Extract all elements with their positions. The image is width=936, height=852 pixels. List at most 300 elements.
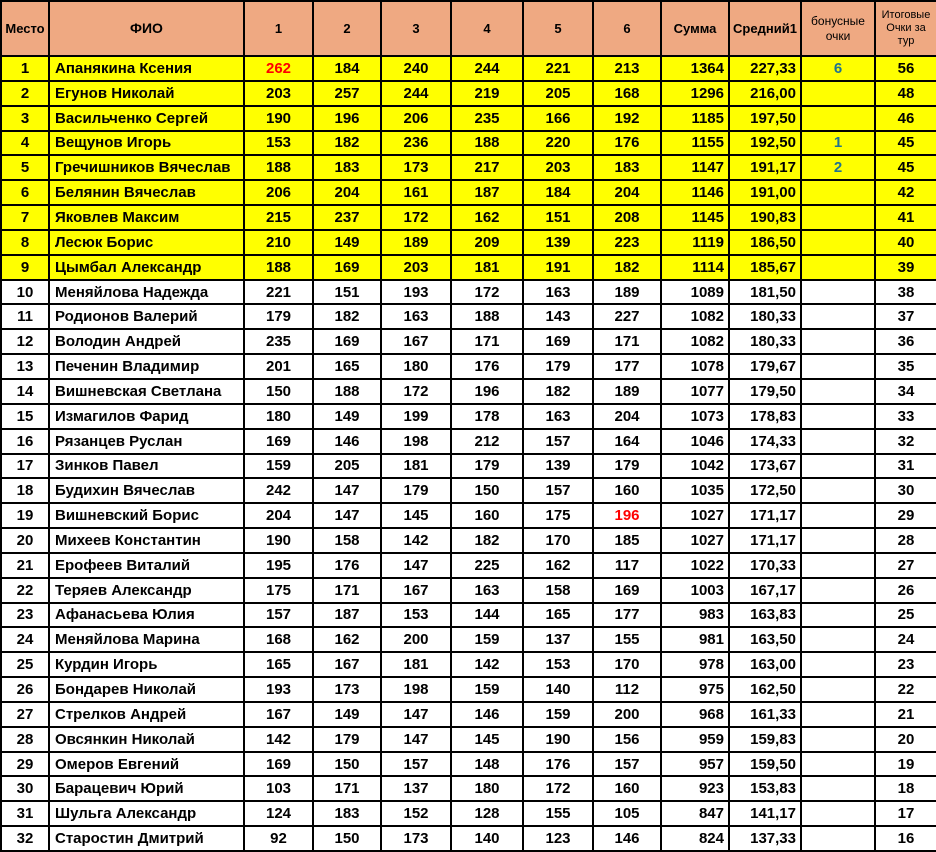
cell-score-6[interactable]: 170 <box>593 652 661 677</box>
cell-place[interactable]: 12 <box>1 329 49 354</box>
cell-average[interactable]: 191,00 <box>729 180 801 205</box>
cell-name[interactable]: Печенин Владимир <box>49 354 244 379</box>
cell-score-6[interactable]: 223 <box>593 230 661 255</box>
cell-bonus[interactable] <box>801 776 875 801</box>
cell-average[interactable]: 180,33 <box>729 304 801 329</box>
cell-score-2[interactable]: 149 <box>313 230 381 255</box>
cell-place[interactable]: 30 <box>1 776 49 801</box>
cell-score-6[interactable]: 176 <box>593 131 661 156</box>
cell-score-4[interactable]: 142 <box>451 652 523 677</box>
cell-score-5[interactable]: 191 <box>523 255 593 280</box>
cell-place[interactable]: 27 <box>1 702 49 727</box>
cell-score-5[interactable]: 165 <box>523 603 593 628</box>
cell-place[interactable]: 16 <box>1 429 49 454</box>
cell-total[interactable]: 46 <box>875 106 936 131</box>
cell-place[interactable]: 10 <box>1 280 49 305</box>
cell-total[interactable]: 26 <box>875 578 936 603</box>
cell-sum[interactable]: 1003 <box>661 578 729 603</box>
cell-average[interactable]: 162,50 <box>729 677 801 702</box>
cell-score-3[interactable]: 173 <box>381 826 451 851</box>
cell-score-5[interactable]: 163 <box>523 280 593 305</box>
cell-score-1[interactable]: 169 <box>244 429 313 454</box>
cell-bonus[interactable] <box>801 404 875 429</box>
cell-sum[interactable]: 1089 <box>661 280 729 305</box>
cell-score-1[interactable]: 193 <box>244 677 313 702</box>
cell-bonus[interactable] <box>801 503 875 528</box>
cell-sum[interactable]: 847 <box>661 801 729 826</box>
cell-score-2[interactable]: 147 <box>313 478 381 503</box>
cell-name[interactable]: Старостин Дмитрий <box>49 826 244 851</box>
cell-score-2[interactable]: 205 <box>313 454 381 479</box>
cell-score-1[interactable]: 201 <box>244 354 313 379</box>
cell-score-6[interactable]: 182 <box>593 255 661 280</box>
cell-score-3[interactable]: 172 <box>381 205 451 230</box>
cell-name[interactable]: Меняйлова Марина <box>49 627 244 652</box>
cell-total[interactable]: 22 <box>875 677 936 702</box>
cell-score-2[interactable]: 237 <box>313 205 381 230</box>
cell-score-2[interactable]: 257 <box>313 81 381 106</box>
cell-score-1[interactable]: 150 <box>244 379 313 404</box>
header-cell-average[interactable]: Средний1 <box>729 1 801 56</box>
cell-score-5[interactable]: 140 <box>523 677 593 702</box>
cell-name[interactable]: Вишневский Борис <box>49 503 244 528</box>
cell-bonus[interactable] <box>801 627 875 652</box>
cell-average[interactable]: 163,83 <box>729 603 801 628</box>
cell-sum[interactable]: 968 <box>661 702 729 727</box>
cell-place[interactable]: 8 <box>1 230 49 255</box>
cell-score-6[interactable]: 179 <box>593 454 661 479</box>
cell-bonus[interactable] <box>801 379 875 404</box>
cell-score-4[interactable]: 188 <box>451 304 523 329</box>
cell-sum[interactable]: 983 <box>661 603 729 628</box>
cell-score-2[interactable]: 165 <box>313 354 381 379</box>
cell-score-1[interactable]: 124 <box>244 801 313 826</box>
cell-score-4[interactable]: 235 <box>451 106 523 131</box>
cell-sum[interactable]: 1035 <box>661 478 729 503</box>
cell-score-3[interactable]: 167 <box>381 578 451 603</box>
cell-score-1[interactable]: 169 <box>244 752 313 777</box>
cell-place[interactable]: 21 <box>1 553 49 578</box>
cell-score-4[interactable]: 187 <box>451 180 523 205</box>
cell-place[interactable]: 24 <box>1 627 49 652</box>
cell-total[interactable]: 33 <box>875 404 936 429</box>
cell-score-1[interactable]: 262 <box>244 56 313 81</box>
cell-score-2[interactable]: 204 <box>313 180 381 205</box>
cell-score-6[interactable]: 112 <box>593 677 661 702</box>
cell-score-2[interactable]: 171 <box>313 578 381 603</box>
cell-score-3[interactable]: 181 <box>381 454 451 479</box>
cell-bonus[interactable] <box>801 106 875 131</box>
cell-score-1[interactable]: 188 <box>244 155 313 180</box>
cell-score-5[interactable]: 123 <box>523 826 593 851</box>
cell-place[interactable]: 29 <box>1 752 49 777</box>
cell-total[interactable]: 29 <box>875 503 936 528</box>
cell-bonus[interactable]: 6 <box>801 56 875 81</box>
cell-score-2[interactable]: 188 <box>313 379 381 404</box>
cell-score-2[interactable]: 146 <box>313 429 381 454</box>
cell-place[interactable]: 31 <box>1 801 49 826</box>
cell-bonus[interactable] <box>801 727 875 752</box>
cell-score-5[interactable]: 158 <box>523 578 593 603</box>
cell-name[interactable]: Вещунов Игорь <box>49 131 244 156</box>
cell-total[interactable]: 28 <box>875 528 936 553</box>
cell-bonus[interactable] <box>801 528 875 553</box>
header-cell-name[interactable]: ФИО <box>49 1 244 56</box>
cell-score-6[interactable]: 196 <box>593 503 661 528</box>
cell-score-5[interactable]: 203 <box>523 155 593 180</box>
cell-score-6[interactable]: 200 <box>593 702 661 727</box>
cell-score-1[interactable]: 180 <box>244 404 313 429</box>
cell-sum[interactable]: 1046 <box>661 429 729 454</box>
header-cell-sum[interactable]: Сумма <box>661 1 729 56</box>
cell-average[interactable]: 163,50 <box>729 627 801 652</box>
cell-score-6[interactable]: 168 <box>593 81 661 106</box>
cell-average[interactable]: 227,33 <box>729 56 801 81</box>
cell-score-2[interactable]: 173 <box>313 677 381 702</box>
cell-score-3[interactable]: 193 <box>381 280 451 305</box>
header-cell-round-1[interactable]: 1 <box>244 1 313 56</box>
cell-score-4[interactable]: 219 <box>451 81 523 106</box>
cell-place[interactable]: 2 <box>1 81 49 106</box>
cell-score-5[interactable]: 169 <box>523 329 593 354</box>
cell-total[interactable]: 21 <box>875 702 936 727</box>
cell-bonus[interactable] <box>801 81 875 106</box>
cell-score-2[interactable]: 182 <box>313 304 381 329</box>
cell-score-3[interactable]: 200 <box>381 627 451 652</box>
cell-score-1[interactable]: 190 <box>244 106 313 131</box>
cell-score-6[interactable]: 177 <box>593 354 661 379</box>
cell-score-2[interactable]: 183 <box>313 801 381 826</box>
cell-score-1[interactable]: 203 <box>244 81 313 106</box>
header-cell-bonus[interactable]: бонусные очки <box>801 1 875 56</box>
cell-total[interactable]: 24 <box>875 627 936 652</box>
cell-score-2[interactable]: 151 <box>313 280 381 305</box>
cell-name[interactable]: Яковлев Максим <box>49 205 244 230</box>
cell-score-1[interactable]: 165 <box>244 652 313 677</box>
cell-score-4[interactable]: 179 <box>451 454 523 479</box>
cell-bonus[interactable] <box>801 826 875 851</box>
cell-score-4[interactable]: 180 <box>451 776 523 801</box>
cell-score-6[interactable]: 164 <box>593 429 661 454</box>
cell-total[interactable]: 25 <box>875 603 936 628</box>
cell-sum[interactable]: 1082 <box>661 329 729 354</box>
cell-score-4[interactable]: 144 <box>451 603 523 628</box>
cell-sum[interactable]: 1042 <box>661 454 729 479</box>
cell-average[interactable]: 179,50 <box>729 379 801 404</box>
cell-score-6[interactable]: 185 <box>593 528 661 553</box>
cell-name[interactable]: Курдин Игорь <box>49 652 244 677</box>
cell-total[interactable]: 48 <box>875 81 936 106</box>
cell-total[interactable]: 42 <box>875 180 936 205</box>
cell-average[interactable]: 192,50 <box>729 131 801 156</box>
cell-average[interactable]: 171,17 <box>729 528 801 553</box>
cell-score-2[interactable]: 149 <box>313 702 381 727</box>
cell-score-2[interactable]: 176 <box>313 553 381 578</box>
cell-score-5[interactable]: 220 <box>523 131 593 156</box>
cell-total[interactable]: 38 <box>875 280 936 305</box>
cell-bonus[interactable] <box>801 255 875 280</box>
cell-score-4[interactable]: 163 <box>451 578 523 603</box>
cell-score-2[interactable]: 167 <box>313 652 381 677</box>
cell-average[interactable]: 167,17 <box>729 578 801 603</box>
cell-bonus[interactable] <box>801 205 875 230</box>
cell-score-1[interactable]: 188 <box>244 255 313 280</box>
cell-bonus[interactable] <box>801 702 875 727</box>
cell-score-5[interactable]: 184 <box>523 180 593 205</box>
cell-score-5[interactable]: 157 <box>523 478 593 503</box>
cell-score-4[interactable]: 209 <box>451 230 523 255</box>
cell-total[interactable]: 16 <box>875 826 936 851</box>
cell-sum[interactable]: 1296 <box>661 81 729 106</box>
cell-sum[interactable]: 1078 <box>661 354 729 379</box>
cell-bonus[interactable] <box>801 354 875 379</box>
cell-score-3[interactable]: 180 <box>381 354 451 379</box>
cell-score-6[interactable]: 171 <box>593 329 661 354</box>
cell-score-4[interactable]: 178 <box>451 404 523 429</box>
cell-score-1[interactable]: 142 <box>244 727 313 752</box>
cell-average[interactable]: 159,83 <box>729 727 801 752</box>
cell-sum[interactable]: 1022 <box>661 553 729 578</box>
cell-sum[interactable]: 1155 <box>661 131 729 156</box>
cell-name[interactable]: Лесюк Борис <box>49 230 244 255</box>
cell-score-3[interactable]: 145 <box>381 503 451 528</box>
cell-name[interactable]: Афанасьева Юлия <box>49 603 244 628</box>
cell-score-3[interactable]: 173 <box>381 155 451 180</box>
cell-score-2[interactable]: 187 <box>313 603 381 628</box>
cell-score-5[interactable]: 176 <box>523 752 593 777</box>
cell-score-1[interactable]: 103 <box>244 776 313 801</box>
cell-score-6[interactable]: 157 <box>593 752 661 777</box>
cell-score-4[interactable]: 162 <box>451 205 523 230</box>
cell-score-1[interactable]: 221 <box>244 280 313 305</box>
header-cell-round-6[interactable]: 6 <box>593 1 661 56</box>
header-cell-place[interactable]: Место <box>1 1 49 56</box>
cell-sum[interactable]: 1073 <box>661 404 729 429</box>
cell-name[interactable]: Васильченко Сергей <box>49 106 244 131</box>
cell-score-6[interactable]: 208 <box>593 205 661 230</box>
cell-name[interactable]: Апанякина Ксения <box>49 56 244 81</box>
cell-place[interactable]: 3 <box>1 106 49 131</box>
cell-sum[interactable]: 1082 <box>661 304 729 329</box>
cell-score-6[interactable]: 160 <box>593 478 661 503</box>
cell-score-3[interactable]: 236 <box>381 131 451 156</box>
cell-bonus[interactable] <box>801 429 875 454</box>
cell-sum[interactable]: 978 <box>661 652 729 677</box>
cell-average[interactable]: 191,17 <box>729 155 801 180</box>
cell-total[interactable]: 45 <box>875 155 936 180</box>
cell-sum[interactable]: 1114 <box>661 255 729 280</box>
cell-average[interactable]: 197,50 <box>729 106 801 131</box>
cell-score-5[interactable]: 153 <box>523 652 593 677</box>
cell-score-6[interactable]: 160 <box>593 776 661 801</box>
cell-name[interactable]: Барацевич Юрий <box>49 776 244 801</box>
cell-score-5[interactable]: 157 <box>523 429 593 454</box>
cell-score-4[interactable]: 244 <box>451 56 523 81</box>
cell-sum[interactable]: 1145 <box>661 205 729 230</box>
cell-score-5[interactable]: 163 <box>523 404 593 429</box>
cell-total[interactable]: 27 <box>875 553 936 578</box>
cell-total[interactable]: 30 <box>875 478 936 503</box>
cell-average[interactable]: 173,67 <box>729 454 801 479</box>
cell-name[interactable]: Михеев Константин <box>49 528 244 553</box>
cell-score-6[interactable]: 117 <box>593 553 661 578</box>
cell-sum[interactable]: 959 <box>661 727 729 752</box>
cell-score-3[interactable]: 206 <box>381 106 451 131</box>
cell-score-1[interactable]: 153 <box>244 131 313 156</box>
cell-place[interactable]: 15 <box>1 404 49 429</box>
cell-bonus[interactable] <box>801 230 875 255</box>
cell-score-3[interactable]: 199 <box>381 404 451 429</box>
cell-place[interactable]: 13 <box>1 354 49 379</box>
cell-average[interactable]: 153,83 <box>729 776 801 801</box>
cell-name[interactable]: Омеров Евгений <box>49 752 244 777</box>
cell-sum[interactable]: 824 <box>661 826 729 851</box>
cell-average[interactable]: 181,50 <box>729 280 801 305</box>
cell-place[interactable]: 28 <box>1 727 49 752</box>
cell-score-1[interactable]: 242 <box>244 478 313 503</box>
cell-name[interactable]: Белянин Вячеслав <box>49 180 244 205</box>
cell-score-5[interactable]: 182 <box>523 379 593 404</box>
cell-score-3[interactable]: 137 <box>381 776 451 801</box>
header-cell-round-5[interactable]: 5 <box>523 1 593 56</box>
cell-name[interactable]: Рязанцев Руслан <box>49 429 244 454</box>
cell-total[interactable]: 35 <box>875 354 936 379</box>
cell-score-6[interactable]: 189 <box>593 379 661 404</box>
cell-name[interactable]: Стрелков Андрей <box>49 702 244 727</box>
cell-score-1[interactable]: 175 <box>244 578 313 603</box>
cell-score-2[interactable]: 171 <box>313 776 381 801</box>
cell-score-4[interactable]: 148 <box>451 752 523 777</box>
cell-average[interactable]: 179,67 <box>729 354 801 379</box>
cell-score-5[interactable]: 139 <box>523 454 593 479</box>
cell-name[interactable]: Шульга Александр <box>49 801 244 826</box>
cell-sum[interactable]: 1027 <box>661 528 729 553</box>
cell-sum[interactable]: 1077 <box>661 379 729 404</box>
cell-score-5[interactable]: 221 <box>523 56 593 81</box>
cell-score-3[interactable]: 147 <box>381 702 451 727</box>
cell-score-2[interactable]: 158 <box>313 528 381 553</box>
cell-score-2[interactable]: 150 <box>313 752 381 777</box>
cell-bonus[interactable]: 1 <box>801 131 875 156</box>
cell-total[interactable]: 45 <box>875 131 936 156</box>
cell-bonus[interactable] <box>801 478 875 503</box>
cell-average[interactable]: 186,50 <box>729 230 801 255</box>
cell-score-3[interactable]: 244 <box>381 81 451 106</box>
cell-place[interactable]: 32 <box>1 826 49 851</box>
cell-total[interactable]: 23 <box>875 652 936 677</box>
cell-name[interactable]: Гречишников Вячеслав <box>49 155 244 180</box>
header-cell-round-2[interactable]: 2 <box>313 1 381 56</box>
cell-score-6[interactable]: 169 <box>593 578 661 603</box>
cell-score-4[interactable]: 217 <box>451 155 523 180</box>
cell-score-4[interactable]: 159 <box>451 627 523 652</box>
cell-sum[interactable]: 1147 <box>661 155 729 180</box>
cell-total[interactable]: 20 <box>875 727 936 752</box>
cell-total[interactable]: 56 <box>875 56 936 81</box>
cell-score-5[interactable]: 166 <box>523 106 593 131</box>
cell-score-4[interactable]: 176 <box>451 354 523 379</box>
cell-score-4[interactable]: 225 <box>451 553 523 578</box>
cell-score-4[interactable]: 212 <box>451 429 523 454</box>
cell-score-3[interactable]: 198 <box>381 677 451 702</box>
cell-score-4[interactable]: 146 <box>451 702 523 727</box>
cell-score-3[interactable]: 198 <box>381 429 451 454</box>
cell-place[interactable]: 26 <box>1 677 49 702</box>
cell-score-6[interactable]: 177 <box>593 603 661 628</box>
cell-total[interactable]: 17 <box>875 801 936 826</box>
cell-score-5[interactable]: 155 <box>523 801 593 826</box>
cell-average[interactable]: 161,33 <box>729 702 801 727</box>
cell-average[interactable]: 172,50 <box>729 478 801 503</box>
cell-name[interactable]: Будихин Вячеслав <box>49 478 244 503</box>
cell-score-5[interactable]: 159 <box>523 702 593 727</box>
cell-score-3[interactable]: 147 <box>381 727 451 752</box>
cell-score-6[interactable]: 204 <box>593 404 661 429</box>
cell-bonus[interactable] <box>801 454 875 479</box>
cell-sum[interactable]: 1185 <box>661 106 729 131</box>
cell-score-3[interactable]: 142 <box>381 528 451 553</box>
cell-score-5[interactable]: 175 <box>523 503 593 528</box>
cell-score-2[interactable]: 147 <box>313 503 381 528</box>
cell-score-6[interactable]: 155 <box>593 627 661 652</box>
cell-score-6[interactable]: 204 <box>593 180 661 205</box>
cell-score-4[interactable]: 128 <box>451 801 523 826</box>
header-cell-round-4[interactable]: 4 <box>451 1 523 56</box>
cell-score-3[interactable]: 172 <box>381 379 451 404</box>
header-cell-round-3[interactable]: 3 <box>381 1 451 56</box>
cell-score-1[interactable]: 190 <box>244 528 313 553</box>
cell-bonus[interactable] <box>801 553 875 578</box>
cell-score-5[interactable]: 143 <box>523 304 593 329</box>
cell-score-2[interactable]: 169 <box>313 255 381 280</box>
cell-score-3[interactable]: 163 <box>381 304 451 329</box>
cell-average[interactable]: 216,00 <box>729 81 801 106</box>
cell-name[interactable]: Ерофеев Виталий <box>49 553 244 578</box>
cell-total[interactable]: 40 <box>875 230 936 255</box>
cell-score-1[interactable]: 206 <box>244 180 313 205</box>
cell-score-4[interactable]: 188 <box>451 131 523 156</box>
cell-place[interactable]: 1 <box>1 56 49 81</box>
cell-name[interactable]: Меняйлова Надежда <box>49 280 244 305</box>
cell-name[interactable]: Бондарев Николай <box>49 677 244 702</box>
cell-score-1[interactable]: 159 <box>244 454 313 479</box>
cell-score-2[interactable]: 196 <box>313 106 381 131</box>
cell-score-6[interactable]: 156 <box>593 727 661 752</box>
cell-bonus[interactable] <box>801 752 875 777</box>
cell-place[interactable]: 9 <box>1 255 49 280</box>
cell-score-1[interactable]: 195 <box>244 553 313 578</box>
cell-score-4[interactable]: 196 <box>451 379 523 404</box>
cell-score-4[interactable]: 145 <box>451 727 523 752</box>
cell-average[interactable]: 171,17 <box>729 503 801 528</box>
cell-average[interactable]: 141,17 <box>729 801 801 826</box>
cell-score-1[interactable]: 92 <box>244 826 313 851</box>
cell-score-6[interactable]: 146 <box>593 826 661 851</box>
cell-total[interactable]: 32 <box>875 429 936 454</box>
cell-place[interactable]: 23 <box>1 603 49 628</box>
cell-score-6[interactable]: 227 <box>593 304 661 329</box>
cell-bonus[interactable] <box>801 578 875 603</box>
cell-score-4[interactable]: 159 <box>451 677 523 702</box>
cell-place[interactable]: 19 <box>1 503 49 528</box>
cell-average[interactable]: 178,83 <box>729 404 801 429</box>
cell-average[interactable]: 137,33 <box>729 826 801 851</box>
cell-name[interactable]: Зинков Павел <box>49 454 244 479</box>
cell-name[interactable]: Теряев Александр <box>49 578 244 603</box>
cell-score-2[interactable]: 162 <box>313 627 381 652</box>
cell-score-2[interactable]: 184 <box>313 56 381 81</box>
cell-score-1[interactable]: 235 <box>244 329 313 354</box>
